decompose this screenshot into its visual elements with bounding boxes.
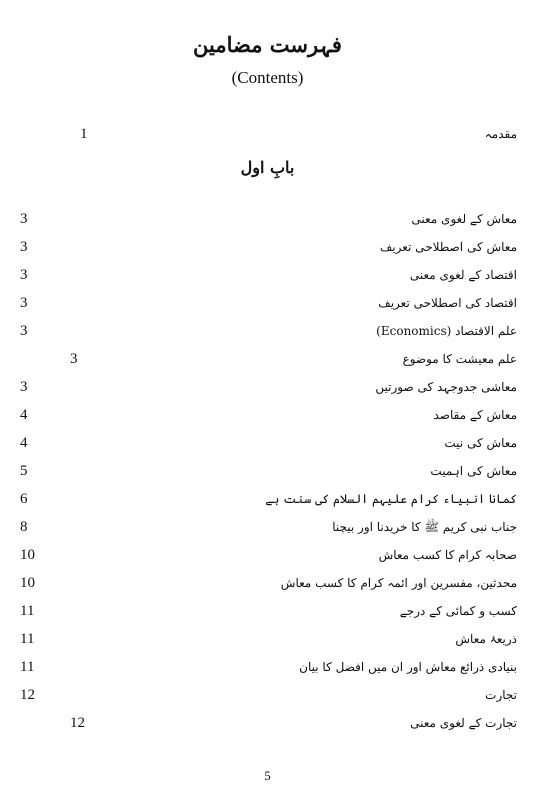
toc-label: کمانا انبیاء کرام علیہم السلام کی سنت ہے: [265, 492, 517, 506]
toc-page-number: 3: [20, 211, 28, 227]
toc-page-number: 4: [20, 435, 28, 451]
toc-row: [0, 713, 535, 739]
page-subtitle: (Contents): [231, 68, 304, 87]
toc-row: [0, 349, 535, 375]
toc-page-number: 3: [20, 295, 28, 311]
toc-page-number: 11: [20, 631, 35, 647]
toc-page-number: 10: [20, 547, 35, 563]
toc-label: صحابہ کرام کا کسب معاش: [378, 548, 517, 562]
toc-label: تجارت: [485, 688, 517, 702]
toc-page-number: 3: [20, 267, 28, 283]
toc-row: [0, 265, 535, 291]
toc-page-number: 3: [20, 323, 28, 339]
toc-row: [0, 377, 535, 403]
toc-row: [0, 573, 535, 599]
toc-label: جناب نبی کریم ﷺ کا خریدنا اور بیچنا: [332, 520, 517, 534]
toc-page-number: 3: [20, 239, 28, 255]
toc-label: بنیادی ذرائع معاش اور ان میں افضل کا بیان: [299, 660, 517, 674]
toc-label: علم معیشت کا موضوع: [402, 352, 517, 366]
toc-row: [0, 293, 535, 319]
toc-page-number: 11: [20, 603, 35, 619]
toc-row: [0, 433, 535, 459]
toc-page-number: 3: [70, 351, 78, 367]
toc-label: معاش کی اصطلاحی تعریف: [379, 240, 517, 254]
chapter-heading: بابِ اول: [240, 158, 295, 177]
toc-row-intro: [0, 124, 535, 150]
toc-label: علم الاقتصاد (Economics): [376, 324, 517, 338]
toc-row: [0, 209, 535, 235]
toc-row: [0, 601, 535, 627]
toc-page-number: 8: [20, 519, 28, 535]
toc-page-number: 12: [20, 687, 35, 703]
toc-label: اقتصاد کے لغوی معنی: [409, 268, 517, 282]
toc-label: ذریعۂ معاش: [455, 632, 517, 646]
toc-row: [0, 685, 535, 711]
toc-row: [0, 321, 535, 347]
toc-label: تجارت کے لغوی معنی: [410, 716, 517, 730]
toc-label: مقدمہ: [484, 127, 517, 141]
toc-row: [0, 405, 535, 431]
toc-row: [0, 545, 535, 571]
toc-page-number: 1: [80, 126, 88, 142]
toc-page-number: 5: [20, 463, 28, 479]
toc-row: [0, 657, 535, 683]
toc-label: محدثین، مفسرین اور ائمہ کرام کا کسب معاش: [280, 576, 517, 590]
toc-row: [0, 237, 535, 263]
toc-page-number: 3: [20, 379, 28, 395]
toc-row: [0, 629, 535, 655]
toc-page-number: 10: [20, 575, 35, 591]
toc-label: معاشی جدوجہد کی صورتیں: [375, 380, 517, 394]
toc-page-number: 6: [20, 491, 28, 507]
toc-label: معاش کے لغوی معنی: [411, 212, 517, 226]
toc-page-number: 11: [20, 659, 35, 675]
toc-label: معاش کے مقاصد: [433, 408, 517, 422]
toc-label: معاش کی نیت: [444, 436, 517, 450]
toc-page-number: 4: [20, 407, 28, 423]
toc-label: اقتصاد کی اصطلاحی تعریف: [378, 296, 517, 310]
toc-row: [0, 517, 535, 543]
toc-row: [0, 461, 535, 487]
toc-row: [0, 489, 535, 515]
toc-label: کسب و کمائی کے درجے: [399, 604, 517, 618]
toc-page-number: 12: [70, 715, 85, 731]
page-title: فہرست مضامین: [193, 32, 342, 57]
page-number-footer: 5: [264, 768, 271, 783]
toc-label: معاش کی اہمیت: [430, 464, 517, 478]
